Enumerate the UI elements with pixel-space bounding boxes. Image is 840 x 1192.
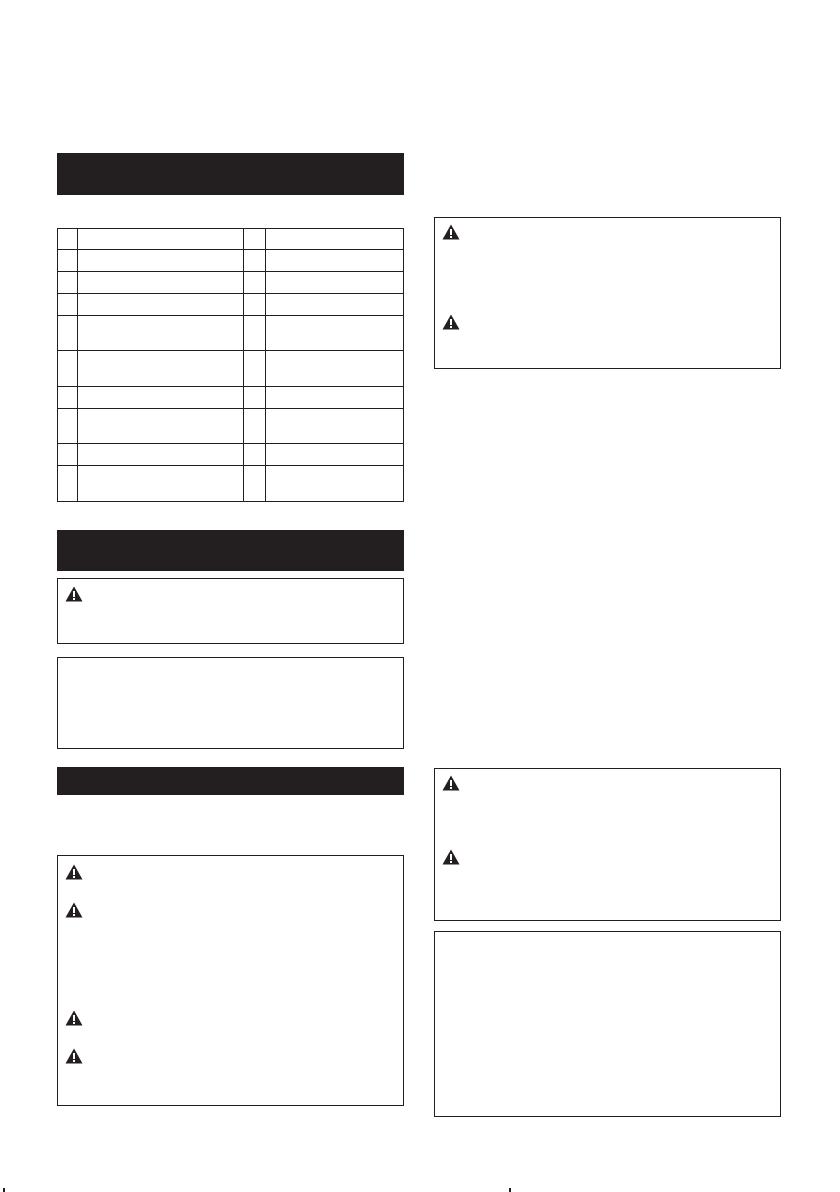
- warning-triangle-icon: [442, 849, 460, 865]
- section-header-bar-2: [57, 530, 404, 571]
- part-label-b: [266, 229, 404, 250]
- part-label-b: [266, 409, 404, 444]
- warning-triangle-icon: [442, 314, 460, 330]
- part-number-b: [244, 294, 266, 316]
- warning-triangle-icon: [65, 586, 83, 602]
- part-number-b: [244, 466, 266, 502]
- parts-table: [57, 228, 404, 501]
- crop-mark: [509, 1188, 511, 1192]
- part-label-a: [78, 229, 244, 250]
- part-label-b: [266, 294, 404, 316]
- part-label-a: [78, 272, 244, 294]
- part-number-b: [244, 250, 266, 272]
- warning-triangle-icon: [442, 775, 460, 791]
- table-row: [58, 351, 404, 387]
- warning-box-1: [57, 578, 404, 644]
- part-label-b: [266, 387, 404, 409]
- part-number-b: [244, 351, 266, 387]
- part-number-b: [244, 316, 266, 351]
- table-row: [58, 229, 404, 250]
- part-number-a: [58, 250, 78, 272]
- part-label-a: [78, 409, 244, 444]
- part-label-a: [78, 294, 244, 316]
- part-label-b: [266, 272, 404, 294]
- warning-box-2: [57, 855, 404, 1106]
- warning-triangle-icon: [65, 1010, 83, 1026]
- table-row: [58, 294, 404, 316]
- table-row: [58, 444, 404, 466]
- part-number-a: [58, 316, 78, 351]
- part-label-a: [78, 444, 244, 466]
- part-number-a: [58, 387, 78, 409]
- part-number-a: [58, 351, 78, 387]
- part-number-a: [58, 409, 78, 444]
- note-box-2: [434, 931, 781, 1117]
- part-label-a: [78, 466, 244, 502]
- table-row: [58, 250, 404, 272]
- part-number-a: [58, 444, 78, 466]
- part-label-a: [78, 250, 244, 272]
- table-row: [58, 409, 404, 444]
- part-number-a: [58, 466, 78, 502]
- part-number-b: [244, 229, 266, 250]
- part-number-b: [244, 409, 266, 444]
- part-label-a: [78, 316, 244, 351]
- part-label-b: [266, 466, 404, 502]
- section-header-bar-3: [57, 767, 404, 795]
- table-row: [58, 272, 404, 294]
- part-number-b: [244, 387, 266, 409]
- part-number-a: [58, 294, 78, 316]
- warning-triangle-icon: [65, 1048, 83, 1064]
- part-number-b: [244, 444, 266, 466]
- section-header-bar-1: [57, 153, 404, 195]
- table-row: [58, 466, 404, 502]
- warning-triangle-icon: [65, 864, 83, 880]
- part-label-a: [78, 387, 244, 409]
- table-row: [58, 316, 404, 351]
- part-number-a: [58, 272, 78, 294]
- warning-box-4: [434, 768, 781, 921]
- part-number-b: [244, 272, 266, 294]
- warning-triangle-icon: [65, 902, 83, 918]
- part-label-b: [266, 316, 404, 351]
- part-label-b: [266, 351, 404, 387]
- part-label-b: [266, 250, 404, 272]
- warning-triangle-icon: [442, 224, 460, 240]
- note-box-1: [57, 657, 404, 749]
- part-label-b: [266, 444, 404, 466]
- warning-box-3: [434, 217, 781, 369]
- crop-mark: [3, 1188, 5, 1192]
- table-row: [58, 387, 404, 409]
- part-number-a: [58, 229, 78, 250]
- part-label-a: [78, 351, 244, 387]
